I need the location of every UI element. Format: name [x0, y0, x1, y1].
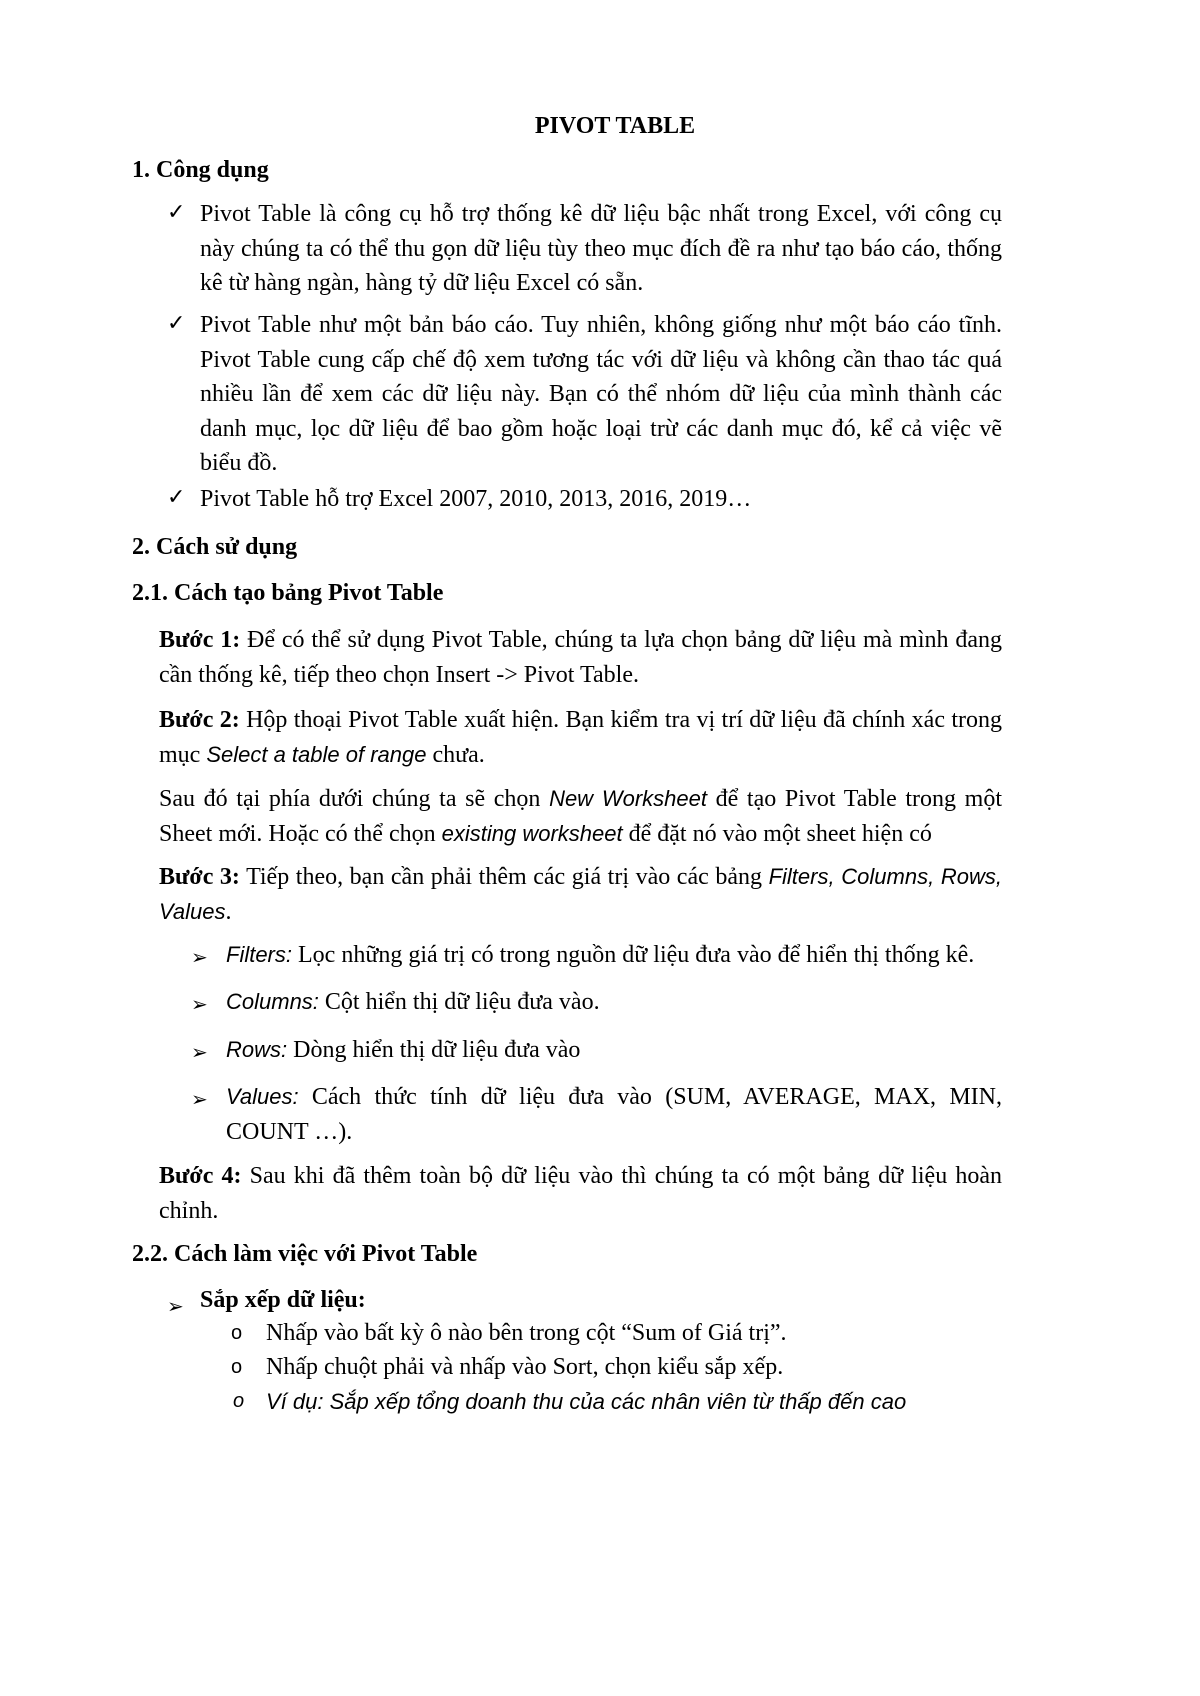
field-filters — [226, 938, 1002, 973]
field-desc: Cột hiển thị dữ liệu đưa vào. — [318, 989, 600, 1015]
field-values — [226, 1080, 1002, 1149]
section-2-1-heading: 2.1. Cách tạo bảng Pivot Table — [132, 580, 444, 606]
new-worksheet-term: New Worksheet — [549, 786, 707, 811]
document-title: PIVOT TABLE — [534, 113, 696, 139]
step-1-label: Bước 1: — [159, 627, 241, 653]
field-name: Values: — [226, 1084, 299, 1109]
step-3-paragraph — [159, 860, 1002, 929]
worksheet-text-b: để tạo Pivot Table trong một Sheet mới. Hoặc có thể chọn — [159, 786, 1002, 847]
sort-example: Ví dụ: Sắp xếp tổng doanh thu của các nhân viên từ thấp đến cao — [266, 1389, 907, 1414]
field-desc: Dòng hiển thị dữ liệu đưa vào — [287, 1037, 581, 1063]
check-icon: ✓ — [167, 485, 186, 510]
arrow-bullet-icon: ➢ — [191, 945, 208, 969]
step-2-end: chưa. — [426, 741, 485, 768]
field-columns — [226, 985, 1002, 1020]
step-2-text: Hộp thoại Pivot Table xuất hiện. Bạn kiểm tra vị trí dữ liệu đã chính xác trong mục — [159, 707, 1003, 768]
worksheet-text-c: để đặt nó vào một sheet hiện có — [622, 820, 932, 847]
worksheet-text-a: Sau đó tại phía dưới chúng ta sẽ chọn — [159, 786, 550, 812]
arrow-bullet-icon: ➢ — [191, 1040, 208, 1064]
field-name: Columns: — [226, 989, 319, 1014]
arrow-bullet-icon: ➢ — [191, 1087, 208, 1111]
step-3-text: Tiếp theo, bạn cần phải thêm các giá trị vào các bảng — [239, 864, 769, 890]
circle-bullet-icon: o — [233, 1390, 245, 1412]
sort-heading: Sắp xếp dữ liệu: — [200, 1287, 366, 1313]
bullet-3-text: Pivot Table hỗ trợ Excel 2007, 2010, 2013, 2016, 2019… — [200, 486, 752, 512]
step-2-paragraph — [159, 703, 1002, 772]
step-1-paragraph — [159, 623, 1002, 692]
step-3-label: Bước 3: — [159, 864, 240, 890]
arrow-bullet-icon: ➢ — [191, 992, 208, 1016]
field-rows — [226, 1033, 1002, 1068]
step-4-label: Bước 4: — [159, 1163, 242, 1189]
check-icon: ✓ — [167, 311, 186, 336]
section-2-2-heading: 2.2. Cách làm việc với Pivot Table — [132, 1241, 478, 1267]
step-4-text: Sau khi đã thêm toàn bộ dữ liệu vào thì chúng ta có một bảng dữ liệu hoàn chỉnh. — [159, 1163, 1003, 1224]
select-range-term: Select a table of range — [206, 741, 427, 767]
bullet-1-text: Pivot Table là công cụ hỗ trợ thống kê dữ liệu bậc nhất trong Excel, với công cụ này chúng ta có thể thu gọn dữ liệu tùy theo mục đích đề ra như tạo báo cáo, thống kê từ hàng ngàn, hàng tỷ dữ liệu Excel có sẵn. — [200, 201, 1002, 297]
circle-bullet-icon: o — [231, 1356, 243, 1378]
field-name: Filters: — [226, 942, 292, 967]
section-1-heading: 1. Công dụng — [132, 157, 269, 183]
check-icon: ✓ — [167, 200, 186, 225]
pivot-areas-term: Filters, Columns, Rows, Values — [159, 864, 1002, 924]
sort-item-1: Nhấp vào bất kỳ ô nào bên trong cột “Sum of Giá trị”. — [266, 1320, 787, 1346]
step-4-paragraph — [159, 1159, 1002, 1228]
section-2-heading: 2. Cách sử dụng — [132, 534, 298, 560]
circle-bullet-icon: o — [231, 1322, 243, 1344]
worksheet-paragraph — [159, 782, 1002, 851]
field-name: Rows: — [226, 1037, 288, 1062]
field-desc: Cách thức tính dữ liệu đưa vào (SUM, AVERAGE, MAX, MIN, COUNT …). — [226, 1084, 1002, 1145]
step-2-label: Bước 2: — [159, 707, 240, 733]
sort-item-2: Nhấp chuột phải và nhấp vào Sort, chọn kiểu sắp xếp. — [266, 1354, 784, 1380]
bullet-2-text: Pivot Table như một bản báo cáo. Tuy nhiên, không giống như một báo cáo tĩnh. Pivot Table cung cấp chế độ xem tương tác với dữ liệu và không cần thao tác quá nhiều lần để xem các dữ liệu này. Bạn có thể nhóm dữ liệu của mình thành các danh mục, lọc dữ liệu để bao gồm hoặc loại trừ các danh mục đó, kể cả việc vẽ biểu đồ. — [200, 312, 1002, 477]
arrow-bullet-icon: ➢ — [167, 1294, 184, 1318]
step-3-end: . — [225, 898, 232, 925]
existing-worksheet-term: existing worksheet — [441, 820, 623, 846]
field-desc: Lọc những giá trị có trong nguồn dữ liệu đưa vào để hiển thị thống kê. — [292, 942, 975, 968]
step-1-text: Để có thể sử dụng Pivot Table, chúng ta lựa chọn bảng dữ liệu mà mình đang cần thống kê, tiếp theo chọn Insert -> Pivot Table. — [159, 627, 1003, 688]
